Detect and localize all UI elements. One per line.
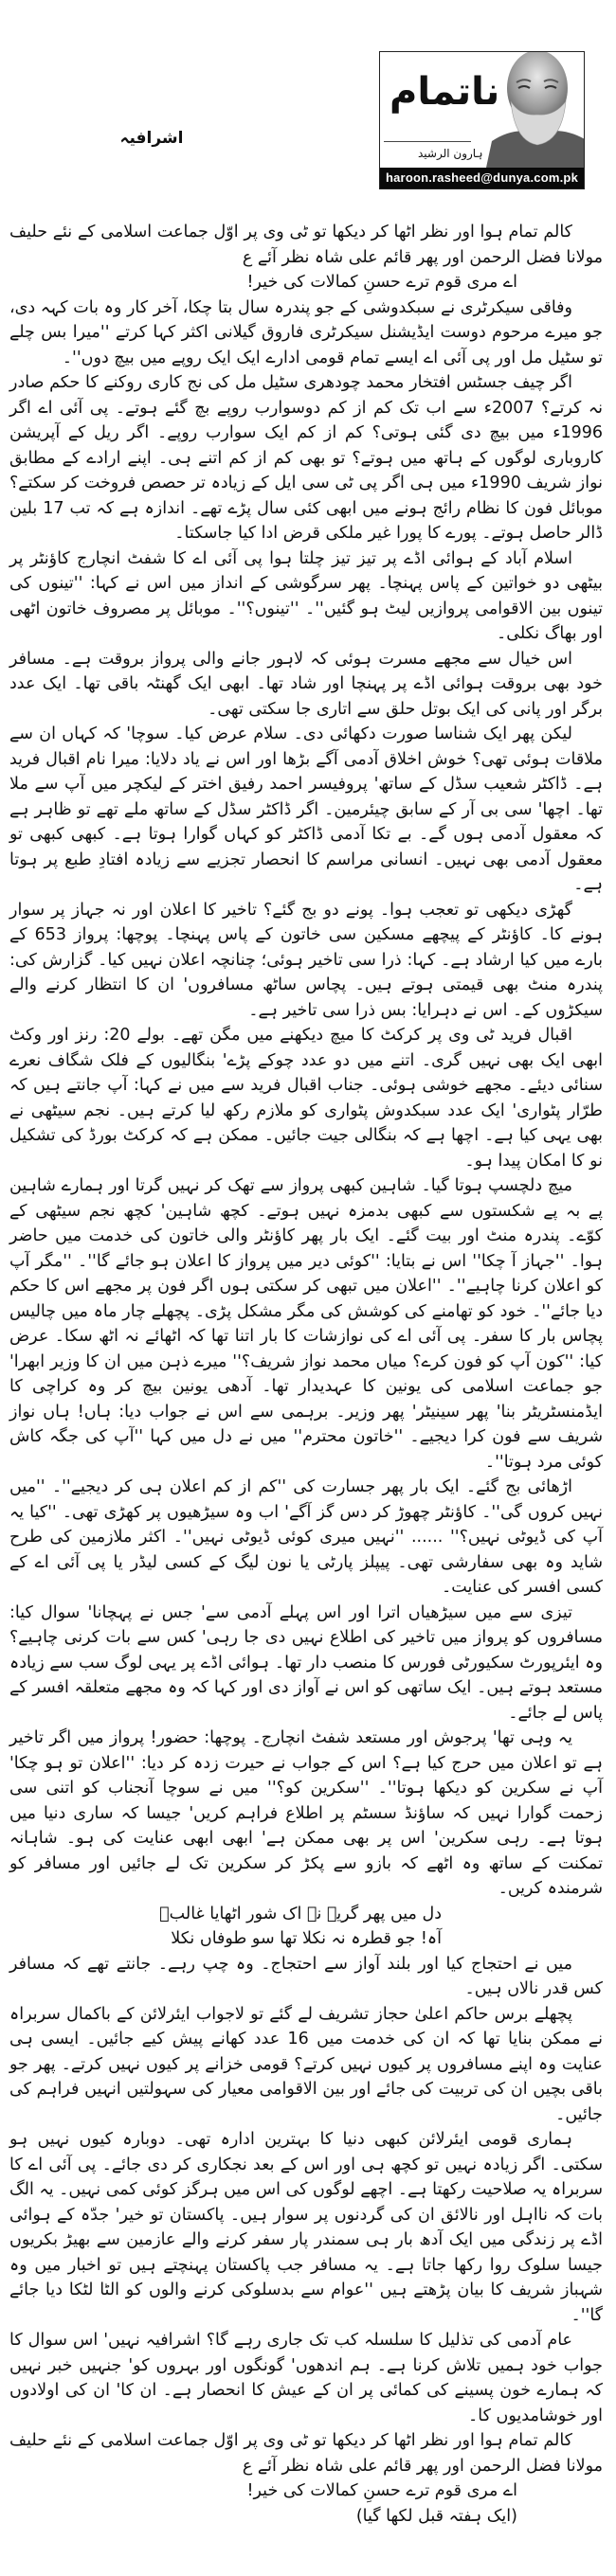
article-paragraph: وفاقی سیکرٹری نے سبکدوشی کے جو پندرہ سال بتا چکا، آخر کار وہ بات کہہ دی، جو میرے مرحوم دوست ایڈیشنل سیکرٹری فاروق گیلانی اکثر کہا کرتے ''میرا بس چلے تو سٹیل مل اور پی آئی اے ایسے تمام قومی ادارے ایک ایک روپے میں بیچ دوں''۔ [9,297,603,367]
masthead-column-name: ناتمام [390,70,500,114]
poem-line: دل میں پھر گریہ نے اک شور اٹھایا غالبؔ [159,1904,442,1923]
article-body [9,220,603,2529]
article-paragraph: اقبال فرید ٹی وی پر کرکٹ کا میچ دیکھنے میں مگن تھے۔ بولے 20: رنز اور وکٹ ابھی ایک بھی نہیں گری۔ اتنے میں دو عدد چوکے پڑے' بنگالیوں کے فلک شگاف نعرے سنائی دیئے۔ مجھے خوشی ہوئی۔ جناب اقبال فرید سے میں نے کہا: آپ جانتے ہیں کہ طرّار پٹواری' ایک عدد سبکدوش پٹواری کو ملازم رکھ لیا کرتے ہیں۔ نجم سیٹھی نے بھی یہی کیا ہے۔ اچھا ہے کہ بنگالی جیت جائیں۔ ممکن ہے کہ کرکٹ بورڈ کی تشکیل نو کا امکان پیدا ہو۔ [9,1026,603,1171]
author-email: haroon.rasheed@dunya.com.pk [380,168,584,188]
article-paragraph: میچ دلچسپ ہوتا گیا۔ شاہین کبھی پرواز سے تھک کر نہیں گرتا اور ہمارے شاہین پے بہ پے شکستوں سے کبھی بدمزہ نہیں ہوتے۔ کچھ شاہین' کچھ نجم سیٹھی کے کوّے۔ پندرہ منٹ اور بیت گئے۔ ایک بار پھر کاؤنٹر والی خاتون کی خدمت میں حاضر ہوا۔ ''جہاز آ چکا'' اس نے بتایا: ''کوئی دیر میں پرواز کا اعلان ہو جائے گا''۔ ''مگر آپ کو اعلان کرنا چاہیے''۔ ''اعلان میں تبھی کر سکتی ہوں اگر فون پر مجھے اس کا حکم دیا جائے''۔ خود کو تھامنے کی کوشش کی مگر مشکل پڑی۔ پچھلے چار ماہ میں چالیس پچاس بار کا سفر۔ پی آئی اے کی نوازشات کا بار اتنا تھا کہ اٹھائے نہ اٹھ سکا۔ عرض کیا: ''کون آپ کو فون کرے؟ میاں محمد نواز شریف؟'' میرے ذہن میں ان کا وزیر ابھرا' جو جماعت اسلامی کی یونین کا عہدیدار تھا۔ آدھی یونین بیچ کر وہ کراچی کا ایڈمنسٹریٹر بنا' پھر سینیٹر' پھر وزیر۔ برہمی سے اس نے جواب دیا: ہاں! ہاں نواز شریف سے فون کرا دیجیے۔ ''خاتون محترم'' میں نے دل میں کہا ''آپ کی جگہ کاش کوئی مرد ہوتا''۔ [9,1176,603,1472]
article-paragraph: اس خیال سے مجھے مسرت ہوئی کہ لاہور جانے والی پرواز بروقت ہے۔ مسافر خود بھی بروقت ہوائی اڈے پر پہنچا اور شاد تھا۔ ابھی ایک گھنٹہ باقی تھا۔ ایک عدد برگر اور پانی کی ایک بوتل حلق سے اتاری جا سکتی تھی۔ [9,649,603,719]
article-paragraph: لیکن پھر ایک شناسا صورت دکھائی دی۔ سلام عرض کیا۔ سوچا' کہ کہاں ان سے ملاقات ہوئی تھی؟ خوش اخلاق آدمی آگے بڑھا اور اس نے یاد دلایا: میرا نام اقبال فرید ہے۔ ڈاکٹر شعیب سڈل کے ساتھ' پروفیسر احمد رفیق اختر کے لیکچر میں آپ سے ملا تھا۔ اچھا' سی بی آر کے سابق چیئرمین۔ اگر ڈاکٹر سڈل کے ساتھ ملے تھے تو ظاہر ہے کہ معقول آدمی ہوں گے۔ بے تکا آدمی ڈاکٹر کو کہاں گوارا ہوتا ہے۔ کبھی کبھی تو معقول آدمی بھی نہیں۔ انسانی مراسم کا انحصار تجزیے سے زیادہ افتادِ طبع پر ہوتا ہے۔ [9,724,603,894]
outro-verse: اے مری قوم ترے حسنِ کمالات کی خیر! [246,2481,517,2500]
article-paragraph: اسلام آباد کے ہوائی اڈے پر تیز تیز چلتا ہوا پی آئی اے کا شفٹ انچارج کاؤنٹر پر بیٹھی دو خواتین کے پاس پہنچا۔ پھر سرگوشی کے انداز میں اس نے کہا: ''تینوں کی تینوں بین الاقوامی پروازیں لیٹ ہو گئیں''۔ ''تینوں؟''۔ موبائل پر مصروف خاتون اٹھی اور بھاگ نکلی۔ [9,548,603,643]
masthead-divider [384,141,471,142]
article-paragraph: عام آدمی کی تذلیل کا سلسلہ کب تک جاری رہے گا؟ اشرافیہ نہیں' اس سوال کا جواب خود ہمیں تلاش کرنا ہے۔ ہم اندھوں' گونگوں اور بہروں کو' جنہیں خبر نہیں کہ ہمارے خون پسینے کی کمائی پر ان کے عیش کا انحصار ہے۔ ان کا' ان کی اولادوں اور خوشامدیوں کا۔ [9,2331,603,2425]
article-paragraph: گھڑی دیکھی تو تعجب ہوا۔ پونے دو بج گئے؟ تاخیر کا اعلان اور نہ جہاز پر سوار ہونے کا۔ کاؤنٹر کے پیچھے مسکین سی خاتون کے پاس پہنچا۔ پوچھا: پرواز 653 کے بارے میں کیا ارشاد ہے۔ کہا: ذرا سی تاخیر ہوئی؛ چنانچہ اعلان نہیں کیا۔ گزارش کی: پندرہ منٹ بھی قیمتی ہوتے ہیں۔ پچاس ساٹھ مسافروں' ان کا انتظار کرنے والے سیکڑوں کے۔ اس نے دہرایا: بس ذرا سی تاخیر ہے۔ [9,900,603,1020]
article-paragraph: پچھلے برس حاکم اعلیٰ حجاز تشریف لے گئے تو لاجواب ایئرلائن کے باکمال سربراہ نے ممکن بنایا تھا کہ ان کی خدمت میں 16 عدد کھانے پیش کیے جائیں۔ ایسی ہی عنایت وہ اپنے مسافروں پر کیوں نہیں کرتے؟ قومی خزانے پر کیوں نہیں کرتے۔ پھر جو باقی بچیں ان کی تربیت کی جائے اور بین الاقوامی معیار کی سہولتیں انہیں فراہم کی جائیں۔ [9,2004,604,2124]
article-paragraph: ہماری قومی ایئرلائن کبھی دنیا کا بہترین ادارہ تھی۔ دوبارہ کیوں نہیں ہو سکتی۔ اگر زیادہ نہیں تو کچھ ہی اور اس کے بعد نجکاری کر دی جائے۔ پی آئی اے کا سربراہ یہ صلاحیت رکھتا ہے۔ اچھے لوگوں کی اس میں ہرگز کوئی کمی نہیں۔ یہ الگ بات کہ نااہل اور نالائق ان کی گردنوں پر سوار ہیں۔ پاکستان تو خیر' جدّہ کے ہوائی اڈے پر زندگی میں ایک آدھ بار ہی سمندر پار سفر کرنے والے عازمین سے بھیڑ بکریوں جیسا سلوک روا رکھا جاتا ہے۔ یہ مسافر جب پاکستان پہنچتے ہیں تو اخبار میں وہ شہباز شریف کا بیان پڑھتے ہیں ''عوام سے بدسلوکی کرنے والوں کو الٹا لٹکا دیا جائے گا''۔ [9,2130,603,2325]
article-footnote: (ایک ہفتہ قبل لکھا گیا) [355,2506,517,2526]
article-paragraph: اڑھائی بج گئے۔ ایک بار پھر جسارت کی ''کم از کم اعلان ہی کر دیجیے''۔ ''میں نہیں کروں گی''۔ کاؤنٹر چھوڑ کر دس گز آگے' اب وہ سیڑھیوں پر کھڑی تھی۔ ''کیا یہ آپ کی ڈیوٹی نہیں؟'' ...... ''نہیں میری کوئی ڈیوٹی نہیں''۔ اکثر ملازمین کی طرح شاید وہ بھی سفارشی تھی۔ پیپلز پارٹی یا نون لیگ کے کسی لیڈر یا پی آئی اے کے کسی افسر کی عنایت۔ [9,1477,603,1597]
article-paragraph: اگر چیف جسٹس افتخار محمد چودھری سٹیل مل کی نج کاری روکنے کا حکم صادر نہ کرتے؟ 2007ء سے اب تک کم از کم دوسوارب روپے بچ گئے ہوتے۔ پی آئی اے اگر 1996ء میں بیچ دی گئی ہوتی؟ کم از کم ایک سوارب روپے۔ اگر ریل کے آپریشن کاروباری لوگوں کے ہاتھ میں ہوتے؟ تو بھی کم از کم اتنے ہی۔ اپنے ارادے کے مطابق نواز شریف 1990ء میں ہی اگر پی ٹی سی ایل کے زیادہ تر حصص فروخت کر سکتے؟ موبائل فون کا نظام رائج ہونے میں ابھی کئی سال پڑے تھے۔ اندازہ ہے کہ تب 17 بلین ڈالر حاصل ہوتے۔ پورے کا پورا غیر ملکی قرض ادا کیا جاسکتا۔ [9,373,604,543]
article-paragraph: یہ وہی تھا' پرجوش اور مستعد شفٹ انچارج۔ پوچھا: حضور! پرواز میں اگر تاخیر ہے تو اعلان میں حرج کیا ہے؟ اس کے جواب نے حیرت زدہ کر دیا: ''اعلان تو ہو چکا' آپ نے سکرین کو دیکھا ہوتا''۔ ''سکرین کو؟'' میں نے سوچا آنجناب کو اتنی سی زحمت گوارا نہیں کہ ساؤنڈ سسٹم پر اطلاع فراہم کریں' جیسا کہ ساری دنیا میں ہوتا ہے۔ رہی سکرین' اس پر بھی ممکن ہے' ابھی ابھی عنایت کی ہو۔ شاہانہ تمکنت کے ساتھ وہ اٹھے کہ بازو سے پکڑ کر سکرین تک لے جائیں اور مسافر کو شرمندہ کریں۔ [9,1728,603,1898]
article-paragraph: میں نے احتجاج کیا اور بلند آواز سے احتجاج۔ وہ چپ رہے۔ جانتے تھے کہ مسافر کس قدر نالاں ہیں۔ [9,1954,603,1998]
masthead [379,51,585,189]
masthead-author-name: ہارون الرشید [418,147,483,160]
author-portrait-icon [486,51,585,168]
article-paragraph: تیزی سے میں سیڑھیاں اترا اور اس پہلے آدمی سے' جس نے پہچانا' سوال کیا: مسافروں کو پرواز میں تاخیر کی اطلاع نہیں دی جا رہی' کس سے بات کرنی چاہیے؟ وہ ایئرپورٹ سکیورٹی فورس کا منصب دار تھا۔ ہوائی اڈے پر یہی لوگ سب سے زیادہ مستعد ہوتے ہیں۔ ایک ساتھی کو اس نے آواز دی اور کہا کہ وہ مجھے متعلقہ افسر کے پاس لے جائے۔ [9,1602,603,1723]
intro-verse: اے مری قوم ترے حسنِ کمالات کی خیر! [246,273,517,292]
article-intro: کالم تمام ہوا اور نظر اٹھا کر دیکھا تو ٹی وی پر اوّل جماعت اسلامی کے نئے حلیف مولانا فضل الرحمن اور پھر قائم علی شاہ نظر آئے ع [9,223,603,267]
article-outro: کالم تمام ہوا اور نظر اٹھا کر دیکھا تو ٹی وی پر اوّل جماعت اسلامی کے نئے حلیف مولانا فضل الرحمن اور پھر قائم علی شاہ نظر آئے ع [9,2431,603,2476]
column-title: اشرافیہ [119,129,184,148]
poem-line: آہ! جو قطرہ نہ نکلا تھا سو طوفاں نکلا [171,1929,442,1948]
